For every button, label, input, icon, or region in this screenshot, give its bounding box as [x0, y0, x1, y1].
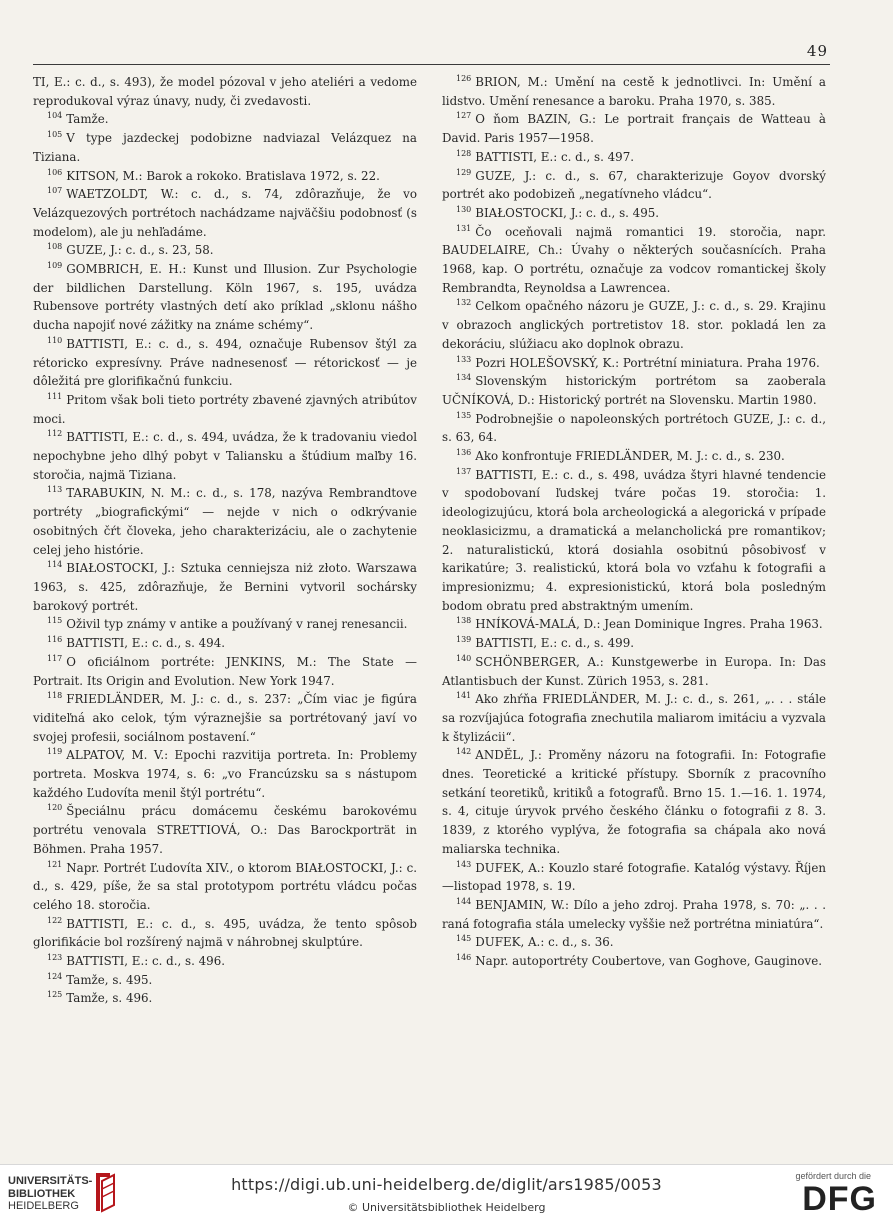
- footnote: [442, 634, 826, 653]
- footnote-text: BRION, M.: Umění na cestě k jednotlivci. In: Umění a lidstvo. Umění renesance a baroku. Praha 1970, s. 385.: [442, 75, 826, 108]
- footnote-text: BATTISTI, E.: c. d., s. 494.: [66, 636, 225, 651]
- footnote-number: 130: [456, 204, 472, 214]
- footnote-text: V type jazdeckej podobizne nadviazal Velázquez na Tiziana.: [33, 131, 417, 164]
- footnote-number: 117: [47, 653, 63, 663]
- footnote-number: 115: [47, 616, 63, 626]
- footnote-text: BATTISTI, E.: c. d., s. 498, uvádza štyri hlavné tendencie v spodobovaní ľudskej tváre počas 19. storočia: 1. ideologizujúcu, ktorá bola archeologická a alegorická v prípade neoklasicizmu, a dramatická a melancholická pre romantikov; 2. naturalistickú, ktorá dosiahla osobitnú pôsobivosť v karikatúre; 3. realistickú, ktorá bola vo vzťahu k fotografii a impresionizmu; 4. expresionistickú, ktorá bola posledným bodom obratu pred abstraktným umením.: [442, 467, 826, 613]
- footnote-number: 132: [456, 298, 472, 308]
- footnote-text: GUZE, J.: c. d., s. 23, 58.: [66, 243, 214, 258]
- footnote: [442, 933, 826, 952]
- footnote: [442, 148, 826, 167]
- footnote-text: Tamže, s. 496.: [66, 991, 153, 1006]
- footnote-text: TARABUKIN, N. M.: c. d., s. 178, nazýva Rembrandtove portréty „biografickými“ — nejde v nich o odkrývanie osobitných čŕt človeka, jeho charakterizáciu, ale o zachytenie celej jeho histórie.: [33, 486, 417, 557]
- footnote: [33, 971, 417, 990]
- footnote-text: BENJAMIN, W.: Dílo a jeho zdroj. Praha 1978, s. 70: „. . . raná fotografia stála umelecky vyššie než portrétna miniatúra“.: [442, 897, 826, 931]
- page-number: 49: [806, 42, 828, 60]
- footnote-number: 144: [456, 896, 472, 906]
- footnote: [442, 410, 826, 447]
- footnote-number: 109: [47, 261, 63, 271]
- footnote-text: Pozri HOLEŠOVSKÝ, K.: Portrétní miniatura. Praha 1976.: [475, 355, 820, 370]
- footnotes-left-column: [33, 73, 417, 1008]
- footnote-number: 141: [456, 691, 472, 701]
- footnote-text: Oživil typ známy v antike a používaný v ranej renesancii.: [66, 617, 408, 632]
- footnote-text: FRIEDLÄNDER, M. J.: c. d., s. 237: „Čím viac je figúra viditeľná ako celok, tým výraznejšie sa portrétovaný javí vo svojej profesii, sociálnom postavení.“: [33, 692, 417, 744]
- footnote-text: BATTISTI, E.: c. d., s. 495, uvádza, že tento spôsob glorifikácie bol rozšírený najmä v náhrobnej skulptúre.: [33, 916, 417, 950]
- footnote-text: Čo oceňovali najmä romantici 19. storočia, napr. BAUDELAIRE, Ch.: Úvahy o některých současnících. Praha 1968, kap. O portrétu, označuje za vodcov romantickej školy Rembrandta, Reynoldsa a Lawrencea.: [442, 224, 826, 295]
- footnote: [33, 73, 417, 110]
- footnote-number: 134: [456, 373, 472, 383]
- footnote-text: Napr. autoportréty Coubertove, van Goghove, Gauginove.: [475, 954, 823, 969]
- footnote-text: Tamže, s. 495.: [66, 972, 153, 987]
- footnote: [442, 690, 826, 746]
- footnote: [442, 859, 826, 896]
- footnote-number: 116: [47, 635, 63, 645]
- footnote-number: 142: [456, 747, 472, 757]
- footnote: [33, 859, 417, 915]
- footnote: [442, 354, 826, 373]
- dfg-logo: DFG: [802, 1180, 877, 1218]
- footnote-number: 124: [47, 971, 63, 981]
- footnote-number: 136: [456, 448, 472, 458]
- footnote: [33, 615, 417, 634]
- footnote-number: 127: [456, 111, 472, 121]
- footnote-number: 108: [47, 242, 63, 252]
- footnote-number: 113: [47, 485, 63, 495]
- footnote: [442, 372, 826, 409]
- footnote: [442, 223, 826, 298]
- footnotes-right-column: [442, 73, 826, 971]
- footnote-text: Napr. Portrét Ľudovíta XIV., o ktorom BIAŁOSTOCKI, J.: c. d., s. 429, píše, že sa stal prototypom portrétu vládcu počas celého 18. storočia.: [33, 860, 417, 912]
- footnote-number: 125: [47, 990, 63, 1000]
- footnote-number: 104: [47, 111, 63, 121]
- footnote-number: 146: [456, 953, 472, 963]
- footnote-text: TI, E.: c. d., s. 493), že model pózoval v jeho ateliéri a vedome reprodukoval výraz únavy, nudy, či zvedavosti.: [33, 75, 417, 108]
- footnote: [33, 129, 417, 166]
- footnote-number: 145: [456, 934, 472, 944]
- footnote-number: 114: [47, 560, 63, 570]
- footnote-text: HNÍKOVÁ-MALÁ, D.: Jean Dominique Ingres. Praha 1963.: [475, 617, 823, 632]
- footnote: [33, 952, 417, 971]
- footnote-number: 112: [47, 429, 63, 439]
- source-url-link[interactable]: https://digi.ub.uni-heidelberg.de/diglit/ars1985/0053: [231, 1175, 662, 1194]
- footnote: [442, 653, 826, 690]
- footnote-number: 138: [456, 616, 472, 626]
- footnote-number: 133: [456, 354, 472, 364]
- footnote-number: 119: [47, 747, 63, 757]
- footnote-number: 110: [47, 335, 63, 345]
- library-name-line-2: BIBLIOTHEK: [8, 1187, 76, 1200]
- footnote: [33, 634, 417, 653]
- footnote-number: 129: [456, 167, 472, 177]
- footnote: [442, 297, 826, 353]
- footnote: [33, 484, 417, 559]
- top-rule: [33, 64, 830, 65]
- footnote-number: 139: [456, 635, 472, 645]
- footnote: [33, 690, 417, 746]
- footnote: [33, 989, 417, 1008]
- footnote-number: 122: [47, 915, 63, 925]
- footnote-text: O oficiálnom portréte: JENKINS, M.: The State — Portrait. Its Origin and Evolution. New York 1947.: [33, 654, 417, 688]
- footnote: [442, 615, 826, 634]
- footnote-number: 105: [47, 130, 63, 140]
- footnote-number: 131: [456, 223, 472, 233]
- footnote: [33, 391, 417, 428]
- footnote-text: Tamže.: [66, 112, 109, 127]
- footnote: [33, 110, 417, 129]
- footnote: [442, 746, 826, 858]
- footnote: [442, 73, 826, 110]
- footnote-number: 107: [47, 186, 63, 196]
- footnote-text: BATTISTI, E.: c. d., s. 497.: [475, 149, 634, 164]
- footnote: [33, 335, 417, 391]
- footnote-text: DUFEK, A.: c. d., s. 36.: [475, 935, 614, 950]
- footnote-number: 118: [47, 691, 63, 701]
- footnote-number: 111: [47, 391, 63, 401]
- footnote: [33, 802, 417, 858]
- footnote-number: 140: [456, 653, 472, 663]
- footnote-text: GUZE, J.: c. d., s. 67, charakterizuje Goyov dvorský portrét ako podobizeň „negatívneho vládcu“.: [442, 168, 826, 202]
- footnote-number: 135: [456, 410, 472, 420]
- footnote-text: Podrobnejšie o napoleonských portrétoch GUZE, J.: c. d., s. 63, 64.: [442, 411, 826, 445]
- footnote-number: 143: [456, 859, 472, 869]
- footnote-number: 137: [456, 466, 472, 476]
- footnote: [442, 952, 826, 971]
- footnote: [33, 185, 417, 241]
- footnote: [442, 167, 826, 204]
- footnote: [33, 260, 417, 335]
- footnote-number: 120: [47, 803, 63, 813]
- footnote: [442, 447, 826, 466]
- footnote: [33, 915, 417, 952]
- footnote-text: Špeciálnu prácu domácemu českému barokovému portrétu venovala STRETTIOVÁ, O.: Das Barockporträt in Böhmen. Praha 1957.: [33, 804, 417, 856]
- footnote-number: 128: [456, 148, 472, 158]
- footnote-text: BATTISTI, E.: c. d., s. 494, uvádza, že k tradovaniu viedol nepochybne jeho dlhý pobyt v Taliansku a štúdium maľby 16. storočia, najmä Tiziana.: [33, 430, 417, 482]
- footnote: [442, 204, 826, 223]
- footnote: [442, 896, 826, 933]
- footnote-text: BATTISTI, E.: c. d., s. 499.: [475, 636, 634, 651]
- footnote-text: SCHÖNBERGER, A.: Kunstgewerbe in Europa. In: Das Atlantisbuch der Kunst. Zürich 1953, s. 281.: [442, 654, 826, 688]
- footnote-text: KITSON, M.: Barok a rokoko. Bratislava 1972, s. 22.: [66, 168, 380, 183]
- footnote: [33, 559, 417, 615]
- footnote-text: BATTISTI, E.: c. d., s. 494, označuje Rubensov štýl za rétoricko expresívny. Práve nadnesenosť — rétorickosť — je dôležitá pre glorifikačnú funkciu.: [33, 336, 417, 389]
- footnote: [442, 466, 826, 616]
- footnote-number: 126: [456, 74, 472, 83]
- footnote: [33, 167, 417, 186]
- footnote: [33, 241, 417, 260]
- footnote-text: ALPATOV, M. V.: Epochi razvitija portreta. In: Problemy portreta. Moskva 1974, s. 6: „vo Francúzsku sa s nástupom každého Ľudovíta menil štýl portrétu“.: [33, 748, 417, 800]
- footnote-text: BATTISTI, E.: c. d., s. 496.: [66, 954, 225, 969]
- library-name-line-1: UNIVERSITÄTS-: [8, 1175, 93, 1187]
- footnote-number: 123: [47, 953, 63, 963]
- footnote-number: 106: [47, 167, 63, 177]
- footnote-text: DUFEK, A.: Kouzlo staré fotografie. Katalóg výstavy. Říjen—listopad 1978, s. 19.: [442, 860, 826, 894]
- digitization-footer: [0, 1164, 893, 1224]
- footnote: [33, 653, 417, 690]
- footnote: [33, 428, 417, 484]
- footnote-text: BIAŁOSTOCKI, J.: Sztuka cenniejsza niż złoto. Warszawa 1963, s. 425, zdôrazňuje, že Bernini vytvoril sochársky barokový portrét.: [33, 561, 417, 613]
- footnote-text: ANDĚL, J.: Proměny názoru na fotografii. In: Fotografie dnes. Teoretické a kritické přístupy. Sborník z pracovního setkání teoretiků, kritiků a fotografů. Brno 15. 1.—16. 1. 1974, s. 4, cituje úryvok prvého českého článku o fotografii z 8. 3. 1839, z ktorého vyplýva, že fotografia sa chápala ako nová maliarska technika.: [442, 748, 826, 856]
- footnote-text: GOMBRICH, E. H.: Kunst und Illusion. Zur Psychologie der bildlichen Darstellung. Köln 1967, s. 195, uvádza Rubensove portréty vlastných detí ako príklad „sklonu nášho ducha napojiť nové zážitky na známe schémy“.: [33, 262, 417, 333]
- funding-caption: gefördert durch die: [795, 1171, 871, 1181]
- footnote-number: 121: [47, 859, 63, 869]
- footnote-text: Slovenským historickým portrétom sa zaoberala UČNÍKOVÁ, D.: Historický portrét na Slovensku. Martin 1980.: [442, 374, 826, 407]
- footnote: [33, 746, 417, 802]
- library-name-line-3: HEIDELBERG: [8, 1200, 79, 1212]
- footnote-text: Celkom opačného názoru je GUZE, J.: c. d., s. 29. Krajinu v obrazoch anglických portretistov 18. stor. pokladá len za dekoráciu, slúžiacu ako doplnok obrazu.: [442, 299, 826, 351]
- footnote-text: O ňom BAZIN, G.: Le portrait français de Watteau à David. Paris 1957—1958.: [442, 112, 826, 146]
- footnote-text: BIAŁOSTOCKI, J.: c. d., s. 495.: [475, 205, 660, 220]
- footnote-text: WAETZOLDT, W.: c. d., s. 74, zdôrazňuje, že vo Velázquezových portrétoch nachádzame najväčšiu podobnosť (s modelom), ale ju nehľadáme.: [33, 187, 417, 239]
- footnote: [442, 110, 826, 147]
- footnote-text: Pritom však boli tieto portréty zbavené zjavných atribútov moci.: [33, 392, 417, 426]
- footnote-text: Ako konfrontuje FRIEDLÄNDER, M. J.: c. d., s. 230.: [475, 449, 785, 464]
- footnote-text: Ako zhŕňa FRIEDLÄNDER, M. J.: c. d., s. 261, „. . . stále sa rozvíjajúca fotografia znechutila maliarom imitáciu a vyzvala k štylizácii“.: [442, 692, 826, 744]
- copyright-notice: © Universitätsbibliothek Heidelberg: [347, 1201, 546, 1214]
